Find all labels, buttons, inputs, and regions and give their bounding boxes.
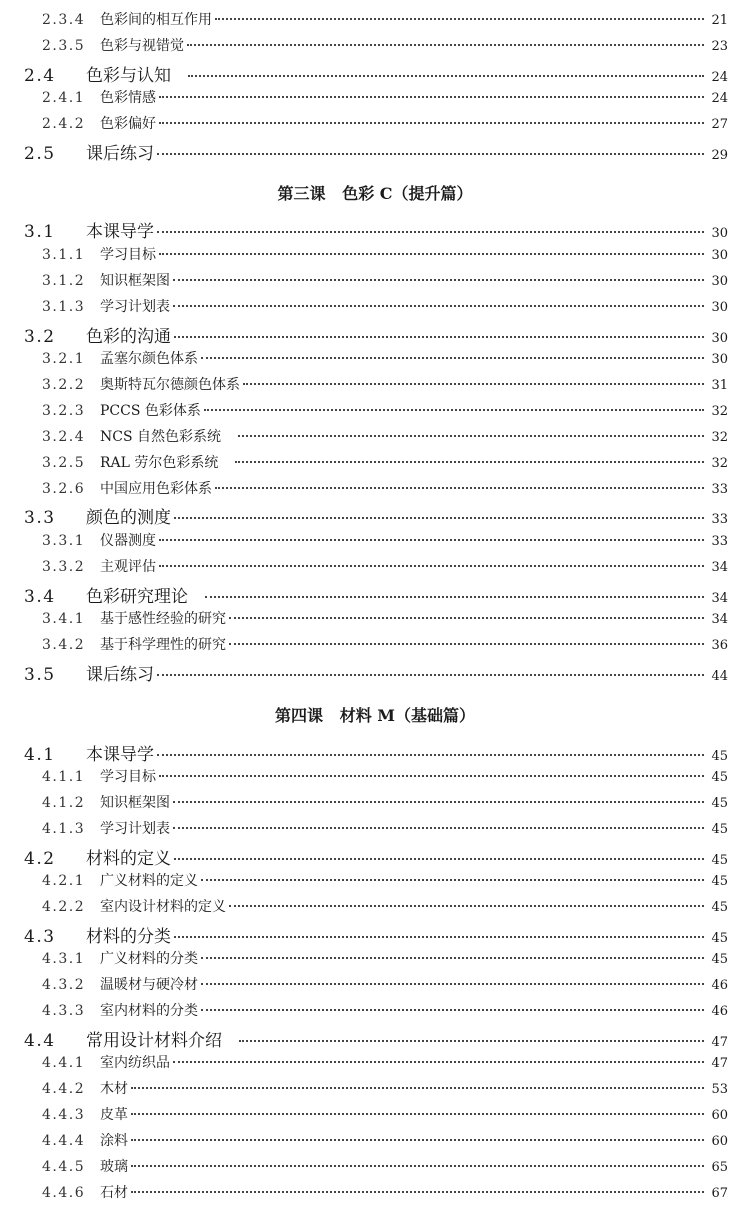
toc-entry-number: 4.4 — [24, 1031, 56, 1051]
toc-subsection-entry[interactable] — [0, 296, 750, 316]
toc-entry-title: 知识框架图 — [100, 273, 170, 289]
toc-entry-title: 学习目标 — [100, 247, 156, 263]
dot-leader — [238, 435, 704, 437]
dot-leader — [131, 1165, 704, 1167]
dot-leader — [131, 1139, 704, 1141]
toc-entry-title: 广义材料的定义 — [100, 873, 198, 889]
dot-leader — [205, 596, 704, 598]
toc-subsection-entry[interactable] — [0, 1000, 750, 1020]
toc-entry-page: 60 — [711, 1108, 728, 1123]
toc-entry-page: 46 — [711, 1004, 728, 1019]
toc-entry-number: 4.1 — [24, 745, 56, 765]
toc-entry-title: 学习计划表 — [100, 299, 170, 315]
toc-entry-title: 室内材料的分类 — [100, 1003, 198, 1019]
toc-entry-title: 色彩情感 — [100, 90, 156, 106]
dot-leader — [173, 1061, 704, 1063]
toc-entry-page: 45 — [711, 952, 728, 967]
toc-entry-page: 36 — [711, 638, 728, 653]
dot-leader — [174, 336, 704, 338]
toc-entry-page: 32 — [711, 456, 728, 471]
toc-entry-page: 27 — [711, 117, 728, 132]
dot-leader — [204, 409, 704, 411]
dot-leader — [174, 517, 704, 519]
dot-leader — [131, 1087, 704, 1089]
dot-leader — [174, 936, 704, 938]
toc-entry-page: 45 — [711, 796, 728, 811]
dot-leader — [157, 754, 704, 756]
toc-entry-title: 色彩与认知 — [86, 66, 171, 86]
toc-entry-title: 材料的定义 — [86, 849, 171, 869]
toc-entry-title: 石材 — [100, 1185, 128, 1201]
toc-subsection-entry[interactable] — [0, 634, 750, 654]
toc-subsection-entry[interactable] — [0, 766, 750, 786]
toc-entry-number: 4.3.3 — [42, 1003, 86, 1019]
toc-section-entry[interactable] — [0, 503, 750, 528]
toc-subsection-entry[interactable] — [0, 9, 750, 29]
toc-entry-number: 4.1.3 — [42, 821, 86, 837]
toc-entry-number: 4.4.6 — [42, 1185, 86, 1201]
toc-entry-page: 33 — [711, 512, 728, 527]
toc-entry-page: 30 — [711, 274, 728, 289]
toc-entry-title: 学习目标 — [100, 769, 156, 785]
chapter-heading: 第四课 材料 M（基础篇） — [275, 706, 475, 725]
toc-entry-number: 4.3.1 — [42, 951, 86, 967]
toc-subsection-entry[interactable] — [0, 113, 750, 133]
toc-entry-page: 34 — [711, 560, 728, 575]
toc-section-entry[interactable] — [0, 582, 750, 607]
toc-subsection-entry[interactable] — [0, 270, 750, 290]
toc-entry-title: 主观评估 — [100, 559, 156, 575]
toc-entry-page: 32 — [711, 430, 728, 445]
toc-entry-title: 常用设计材料介绍 — [86, 1031, 222, 1051]
toc-entry-page: 24 — [711, 91, 728, 106]
toc-subsection-entry[interactable] — [0, 244, 750, 264]
toc-entry-page: 67 — [711, 1186, 728, 1201]
dot-leader — [201, 957, 704, 959]
toc-entry-title: 色彩间的相互作用 — [100, 12, 212, 28]
toc-subsection-entry[interactable] — [0, 530, 750, 550]
toc-entry-page: 45 — [711, 822, 728, 837]
toc-entry-title: 基于科学理性的研究 — [100, 637, 226, 653]
dot-leader — [229, 905, 704, 907]
toc-entry-number: 3.1.1 — [42, 247, 86, 263]
toc-entry-number: 4.4.5 — [42, 1159, 86, 1175]
toc-subsection-entry[interactable] — [0, 35, 750, 55]
toc-entry-number: 2.4 — [24, 66, 56, 86]
toc-entry-page: 46 — [711, 978, 728, 993]
toc-entry-page: 65 — [711, 1160, 728, 1175]
toc-entry-title: 课后练习 — [86, 665, 154, 685]
dot-leader — [201, 879, 704, 881]
toc-entry-page: 32 — [711, 404, 728, 419]
toc-entry-number: 4.4.3 — [42, 1107, 86, 1123]
toc-entry-number: 4.3 — [24, 927, 56, 947]
toc-entry-title: 孟塞尔颜色体系 — [100, 351, 198, 367]
toc-entry-page: 60 — [711, 1134, 728, 1149]
toc-entry-page: 33 — [711, 482, 728, 497]
toc-entry-page: 45 — [711, 931, 728, 946]
toc-entry-title: 本课导学 — [86, 222, 154, 242]
dot-leader — [159, 775, 704, 777]
toc-section-entry[interactable] — [0, 139, 750, 164]
dot-leader — [201, 983, 704, 985]
toc-subsection-entry[interactable] — [0, 452, 750, 472]
toc-entry-page: 31 — [711, 378, 728, 393]
toc-entry-title: 颜色的测度 — [86, 508, 171, 528]
toc-entry-page: 34 — [711, 612, 728, 627]
dot-leader — [215, 487, 704, 489]
dot-leader — [188, 75, 704, 77]
toc-entry-title: 色彩研究理论 — [86, 587, 188, 607]
toc-section-entry[interactable] — [0, 61, 750, 86]
dot-leader — [173, 827, 704, 829]
toc-entry-number: 3.5 — [24, 665, 56, 685]
dot-leader — [157, 153, 704, 155]
toc-entry-page: 45 — [711, 770, 728, 785]
toc-entry-number: 4.1.1 — [42, 769, 86, 785]
toc-entry-title: NCS 自然色彩系统 — [100, 429, 222, 445]
toc-entry-title: 学习计划表 — [100, 821, 170, 837]
toc-entry-title: 材料的分类 — [86, 927, 171, 947]
toc-entry-title: 知识框架图 — [100, 795, 170, 811]
toc-entry-title: 中国应用色彩体系 — [100, 481, 212, 497]
dot-leader — [157, 674, 704, 676]
toc-entry-title: PCCS 色彩体系 — [100, 403, 201, 419]
toc-entry-number: 3.4.1 — [42, 611, 86, 627]
toc-subsection-entry[interactable] — [0, 1052, 750, 1072]
dot-leader — [159, 122, 704, 124]
toc-subsection-entry[interactable] — [0, 1078, 750, 1098]
toc-section-entry[interactable] — [0, 740, 750, 765]
toc-entry-page: 34 — [711, 591, 728, 606]
toc-entry-page: 30 — [711, 331, 728, 346]
toc-entry-number: 4.2 — [24, 849, 56, 869]
toc-entry-number: 3.3.2 — [42, 559, 86, 575]
toc-entry-title: 涂料 — [100, 1133, 128, 1149]
toc-subsection-entry[interactable] — [0, 896, 750, 916]
toc-entry-number: 3.2.4 — [42, 429, 86, 445]
dot-leader — [157, 231, 704, 233]
toc-entry-number: 2.4.2 — [42, 116, 86, 132]
toc-entry-number: 3.1 — [24, 222, 56, 242]
toc-entry-number: 3.1.3 — [42, 299, 86, 315]
toc-subsection-entry[interactable] — [0, 556, 750, 576]
dot-leader — [243, 383, 704, 385]
toc-entry-title: 木材 — [100, 1081, 128, 1097]
dot-leader — [201, 357, 704, 359]
toc-subsection-entry[interactable] — [0, 87, 750, 107]
toc-subsection-entry[interactable] — [0, 870, 750, 890]
toc-section-entry[interactable] — [0, 844, 750, 869]
toc-entry-page: 33 — [711, 534, 728, 549]
toc-entry-number: 3.2.5 — [42, 455, 86, 471]
dot-leader — [239, 1040, 704, 1042]
toc-entry-page: 24 — [711, 70, 728, 85]
toc-entry-number: 4.2.2 — [42, 899, 86, 915]
toc-subsection-entry[interactable] — [0, 1130, 750, 1150]
dot-leader — [201, 1009, 704, 1011]
toc-entry-number: 3.2.3 — [42, 403, 86, 419]
dot-leader — [173, 305, 704, 307]
toc-entry-title: RAL 劳尔色彩系统 — [100, 455, 219, 471]
dot-leader — [159, 539, 704, 541]
toc-entry-title: 色彩与视错觉 — [100, 38, 184, 54]
toc-entry-number: 2.3.4 — [42, 12, 86, 28]
toc-entry-title: 色彩偏好 — [100, 116, 156, 132]
toc-entry-page: 30 — [711, 248, 728, 263]
dot-leader — [131, 1191, 704, 1193]
dot-leader — [159, 565, 704, 567]
dot-leader — [174, 858, 704, 860]
toc-entry-page: 30 — [711, 352, 728, 367]
toc-entry-page: 30 — [711, 300, 728, 315]
dot-leader — [229, 643, 704, 645]
toc-section-entry[interactable] — [0, 217, 750, 242]
toc-subsection-entry[interactable] — [0, 1156, 750, 1176]
toc-entry-page: 21 — [711, 13, 728, 28]
toc-entry-number: 4.4.1 — [42, 1055, 86, 1071]
dot-leader — [235, 461, 704, 463]
toc-subsection-entry[interactable] — [0, 1182, 750, 1202]
toc-section-entry[interactable] — [0, 660, 750, 685]
dot-leader — [173, 279, 704, 281]
toc-subsection-entry[interactable] — [0, 974, 750, 994]
toc-entry-page: 45 — [711, 749, 728, 764]
toc-entry-number: 3.3.1 — [42, 533, 86, 549]
toc-section-entry[interactable] — [0, 322, 750, 347]
toc-entry-title: 室内纺织品 — [100, 1055, 170, 1071]
toc-entry-page: 29 — [711, 148, 728, 163]
toc-subsection-entry[interactable] — [0, 348, 750, 368]
toc-subsection-entry[interactable] — [0, 374, 750, 394]
toc-subsection-entry[interactable] — [0, 400, 750, 420]
toc-entry-title: 温暖材与硬冷材 — [100, 977, 198, 993]
toc-entry-title: 玻璃 — [100, 1159, 128, 1175]
dot-leader — [159, 253, 704, 255]
toc-entry-number: 4.1.2 — [42, 795, 86, 811]
toc-entry-page: 44 — [711, 669, 728, 684]
toc-section-entry[interactable] — [0, 1026, 750, 1051]
toc-entry-title: 色彩的沟通 — [86, 327, 171, 347]
toc-subsection-entry[interactable] — [0, 948, 750, 968]
toc-entry-title: 基于感性经验的研究 — [100, 611, 226, 627]
toc-entry-title: 皮革 — [100, 1107, 128, 1123]
toc-entry-title: 本课导学 — [86, 745, 154, 765]
toc-entry-number: 3.2.6 — [42, 481, 86, 497]
toc-entry-number: 3.3 — [24, 508, 56, 528]
toc-entry-number: 2.4.1 — [42, 90, 86, 106]
toc-subsection-entry[interactable] — [0, 818, 750, 838]
toc-entry-title: 课后练习 — [86, 144, 154, 164]
dot-leader — [187, 44, 704, 46]
dot-leader — [131, 1113, 704, 1115]
toc-entry-title: 仪器测度 — [100, 533, 156, 549]
toc-entry-page: 45 — [711, 853, 728, 868]
dot-leader — [229, 617, 704, 619]
toc-entry-page: 23 — [711, 39, 728, 54]
toc-entry-number: 3.4 — [24, 587, 56, 607]
toc-entry-number: 2.5 — [24, 144, 56, 164]
toc-entry-page: 53 — [711, 1082, 728, 1097]
dot-leader — [215, 18, 704, 20]
toc-subsection-entry[interactable] — [0, 426, 750, 446]
toc-entry-number: 4.4.4 — [42, 1133, 86, 1149]
toc-entry-number: 3.2 — [24, 327, 56, 347]
toc-entry-number: 2.3.5 — [42, 38, 86, 54]
toc-entry-number: 3.4.2 — [42, 637, 86, 653]
toc-subsection-entry[interactable] — [0, 792, 750, 812]
dot-leader — [159, 96, 704, 98]
toc-subsection-entry[interactable] — [0, 478, 750, 498]
dot-leader — [173, 801, 704, 803]
toc-entry-page: 45 — [711, 900, 728, 915]
toc-subsection-entry[interactable] — [0, 1104, 750, 1124]
toc-entry-page: 47 — [711, 1035, 728, 1050]
toc-section-entry[interactable] — [0, 922, 750, 947]
toc-entry-number: 3.1.2 — [42, 273, 86, 289]
toc-entry-number: 4.2.1 — [42, 873, 86, 889]
toc-entry-title: 室内设计材料的定义 — [100, 899, 226, 915]
toc-entry-number: 3.2.2 — [42, 377, 86, 393]
toc-subsection-entry[interactable] — [0, 608, 750, 628]
toc-entry-page: 47 — [711, 1056, 728, 1071]
toc-entry-title: 广义材料的分类 — [100, 951, 198, 967]
toc-entry-page: 30 — [711, 226, 728, 241]
toc-entry-number: 4.4.2 — [42, 1081, 86, 1097]
chapter-heading: 第三课 色彩 C（提升篇） — [277, 184, 473, 203]
toc-entry-number: 4.3.2 — [42, 977, 86, 993]
toc-entry-title: 奥斯特瓦尔德颜色体系 — [100, 377, 240, 393]
toc-entry-number: 3.2.1 — [42, 351, 86, 367]
toc-entry-page: 45 — [711, 874, 728, 889]
